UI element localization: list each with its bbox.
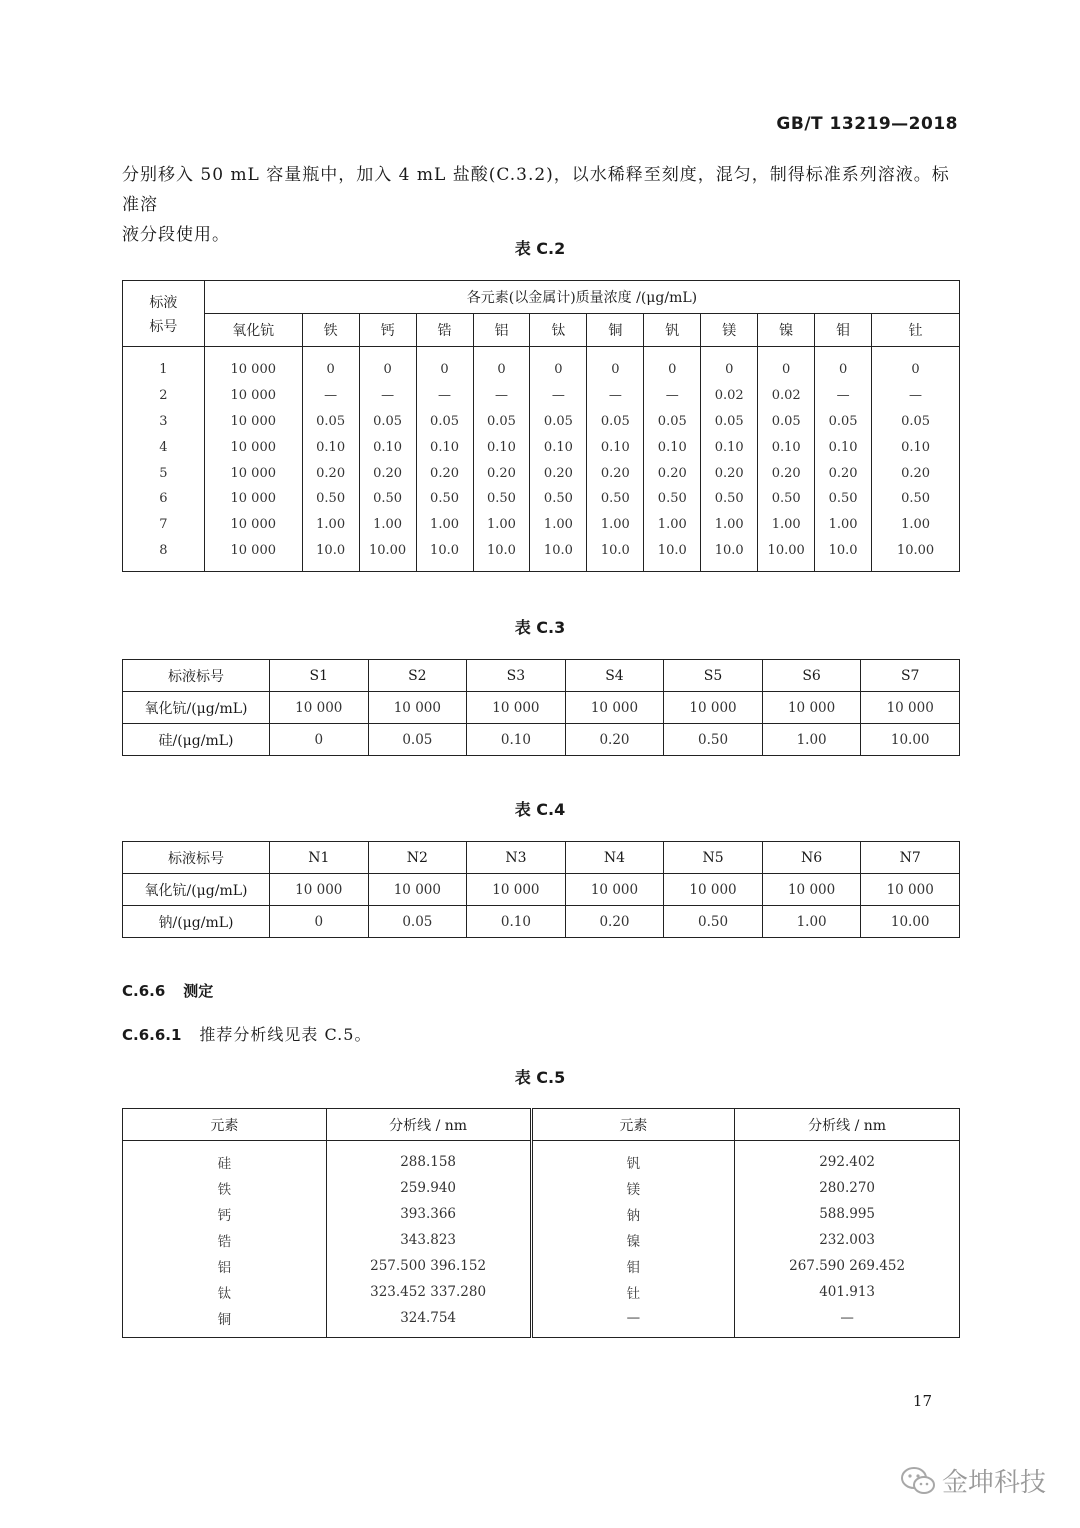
table-row xyxy=(123,486,960,512)
table-row xyxy=(123,347,960,383)
table-cell: 0.20 xyxy=(565,724,664,756)
table-cell: 0.10 xyxy=(416,434,473,460)
table-cell: 10 000 xyxy=(204,347,302,383)
table-row xyxy=(123,512,960,538)
table-row xyxy=(123,724,960,756)
table-cell: — xyxy=(872,383,960,409)
table-cell: 292.402 xyxy=(735,1141,960,1176)
table-cell: 0.05 xyxy=(701,409,758,435)
table-cell: 0.20 xyxy=(644,460,701,486)
intro-line-1: 分别移入 50 mL 容量瓶中，加入 4 mL 盐酸(C.3.2)，以水稀释至刻度，混匀，制得标准系列溶液。标准溶 xyxy=(122,165,950,215)
table-cell: 0 xyxy=(270,724,369,756)
table-cell: 0.05 xyxy=(368,906,467,938)
column-header: 钒 xyxy=(644,314,701,347)
column-header: 钙 xyxy=(359,314,416,347)
table-cell: N7 xyxy=(861,842,960,874)
wechat-icon xyxy=(900,1466,936,1496)
column-header: 镁 xyxy=(701,314,758,347)
table-cell: 1.00 xyxy=(473,512,530,538)
table-row xyxy=(123,1141,960,1176)
table-cell: 锆 xyxy=(123,1227,327,1253)
table-cell: 0.20 xyxy=(565,906,664,938)
table-cell: — xyxy=(644,383,701,409)
table-cell: 0.05 xyxy=(587,409,644,435)
table-row xyxy=(123,1279,960,1305)
table-cell: 10 000 xyxy=(368,874,467,906)
table-cell: 0.10 xyxy=(359,434,416,460)
table-cell: 1.00 xyxy=(416,512,473,538)
table-cell: 0.10 xyxy=(815,434,872,460)
table-cell: 0.05 xyxy=(368,724,467,756)
table-cell: 267.590 269.452 xyxy=(735,1253,960,1279)
table-cell: 0.10 xyxy=(644,434,701,460)
table-cell: 2 xyxy=(123,383,205,409)
table-cell: 10 000 xyxy=(204,538,302,572)
table-cell: 0 xyxy=(644,347,701,383)
table-cell: 1.00 xyxy=(587,512,644,538)
table-c5-caption: 表 C.5 xyxy=(514,1068,566,1087)
table-row xyxy=(123,460,960,486)
table-cell: 0.05 xyxy=(359,409,416,435)
table-cell: 0.50 xyxy=(701,486,758,512)
table-row xyxy=(123,660,960,692)
table-cell: S3 xyxy=(467,660,566,692)
row-label: 氧化钪/(μg/mL) xyxy=(123,692,270,724)
table-c3 xyxy=(122,659,960,756)
row-header-line-2: 标号 xyxy=(149,318,178,335)
table-cell: 323.452 337.280 xyxy=(326,1279,531,1305)
table-cell: 7 xyxy=(123,512,205,538)
table-cell: — xyxy=(530,383,587,409)
table-cell: 1.00 xyxy=(302,512,359,538)
watermark xyxy=(900,1462,1046,1499)
table-cell: 0.20 xyxy=(359,460,416,486)
table-cell: — xyxy=(531,1305,735,1338)
table-cell: 0.50 xyxy=(359,486,416,512)
table-cell: 4 xyxy=(123,434,205,460)
table-row xyxy=(123,906,960,938)
table-cell: 10 000 xyxy=(204,512,302,538)
table-cell: 1.00 xyxy=(872,512,960,538)
table-cell: 10.00 xyxy=(861,906,960,938)
table-cell: 铁 xyxy=(123,1175,327,1201)
table-cell: 10 000 xyxy=(270,692,369,724)
table-cell: 0.02 xyxy=(701,383,758,409)
table-cell: 0.10 xyxy=(872,434,960,460)
table-cell: N2 xyxy=(368,842,467,874)
table-cell: 10.00 xyxy=(872,538,960,572)
table-cell: — xyxy=(815,383,872,409)
table-c2 xyxy=(122,280,960,572)
table-cell: 0.20 xyxy=(530,460,587,486)
table-cell: S5 xyxy=(664,660,763,692)
table-cell: 8 xyxy=(123,538,205,572)
table-cell: 0.05 xyxy=(758,409,815,435)
table-c4-caption: 表 C.4 xyxy=(514,800,566,819)
table-cell: 10 000 xyxy=(204,434,302,460)
table-cell: 10 000 xyxy=(861,692,960,724)
table-cell: 1.00 xyxy=(359,512,416,538)
table-cell: 6 xyxy=(123,486,205,512)
column-header: 铝 xyxy=(473,314,530,347)
table-cell: 1.00 xyxy=(530,512,587,538)
table-c5 xyxy=(122,1108,960,1338)
table-cell: 钙 xyxy=(123,1201,327,1227)
table-cell: 0.02 xyxy=(758,383,815,409)
table-cell: S4 xyxy=(565,660,664,692)
table-c3-caption: 表 C.3 xyxy=(514,618,566,637)
table-cell: — xyxy=(302,383,359,409)
table-cell: 钒 xyxy=(531,1141,735,1176)
table-cell: 401.913 xyxy=(735,1279,960,1305)
table-cell: 10.0 xyxy=(701,538,758,572)
table-row xyxy=(123,383,960,409)
table-row xyxy=(123,1227,960,1253)
row-label: 标液标号 xyxy=(123,660,270,692)
table-cell: 1.00 xyxy=(758,512,815,538)
table-cell: 0.20 xyxy=(701,460,758,486)
table-cell: S6 xyxy=(762,660,861,692)
table-cell: 10 000 xyxy=(762,874,861,906)
table-cell: 0.50 xyxy=(473,486,530,512)
table-cell: 10.0 xyxy=(644,538,701,572)
table-cell: 10.00 xyxy=(359,538,416,572)
table-cell: 0 xyxy=(815,347,872,383)
column-header: 钍 xyxy=(872,314,960,347)
table-cell: 0.50 xyxy=(815,486,872,512)
column-header: 铁 xyxy=(302,314,359,347)
table-row xyxy=(123,1253,960,1279)
section-c661-text: 推荐分析线见表 C.5。 xyxy=(199,1025,372,1044)
row-header-line-1: 标液 xyxy=(149,294,178,311)
table-cell: 0.10 xyxy=(758,434,815,460)
watermark-text: 金坤科技 xyxy=(941,1468,1046,1498)
column-header: 锆 xyxy=(416,314,473,347)
table-cell: 393.366 xyxy=(326,1201,531,1227)
section-c66-heading xyxy=(122,980,213,1001)
table-cell: 1.00 xyxy=(762,724,861,756)
table-cell: 0.05 xyxy=(872,409,960,435)
table-cell: 10 000 xyxy=(368,692,467,724)
table-cell: 0 xyxy=(270,906,369,938)
table-cell: 镁 xyxy=(531,1175,735,1201)
table-cell: 0.50 xyxy=(587,486,644,512)
table-cell: 0.50 xyxy=(872,486,960,512)
table-cell: 10.0 xyxy=(815,538,872,572)
table-cell: — xyxy=(473,383,530,409)
table-cell: 钍 xyxy=(531,1279,735,1305)
section-c661-number: C.6.6.1 xyxy=(122,1026,182,1044)
table-cell: — xyxy=(735,1305,960,1338)
table-row xyxy=(123,1201,960,1227)
table-cell: S2 xyxy=(368,660,467,692)
row-label: 硅/(μg/mL) xyxy=(123,724,270,756)
table-cell: 1.00 xyxy=(644,512,701,538)
table-cell: 10 000 xyxy=(762,692,861,724)
section-c661-heading xyxy=(122,1022,371,1045)
table-cell: 10 000 xyxy=(204,383,302,409)
table-cell: 0.10 xyxy=(587,434,644,460)
table-cell: 0.50 xyxy=(302,486,359,512)
table-cell: 0.10 xyxy=(473,434,530,460)
table-cell: 0.05 xyxy=(815,409,872,435)
table-cell: 10 000 xyxy=(664,874,763,906)
column-header: 元素 xyxy=(123,1109,327,1141)
table-cell: 10.0 xyxy=(530,538,587,572)
table-cell: N5 xyxy=(664,842,763,874)
table-cell: N6 xyxy=(762,842,861,874)
table-cell: — xyxy=(587,383,644,409)
table-cell: 0.50 xyxy=(644,486,701,512)
table-cell: 1 xyxy=(123,347,205,383)
table-cell: 0.10 xyxy=(467,724,566,756)
table-cell: N3 xyxy=(467,842,566,874)
table-cell: 5 xyxy=(123,460,205,486)
table-cell: 1.00 xyxy=(815,512,872,538)
table-cell: 钛 xyxy=(123,1279,327,1305)
section-c66-number: C.6.6 xyxy=(122,982,166,1000)
table-cell: 钼 xyxy=(531,1253,735,1279)
table-row xyxy=(123,434,960,460)
table-cell: 0.05 xyxy=(302,409,359,435)
table-cell: 1.00 xyxy=(701,512,758,538)
table-row xyxy=(123,1175,960,1201)
table-cell: 硅 xyxy=(123,1141,327,1176)
table-cell: 0.20 xyxy=(416,460,473,486)
table-cell: 0.05 xyxy=(530,409,587,435)
table-cell: N1 xyxy=(270,842,369,874)
column-header: 铜 xyxy=(587,314,644,347)
table-cell: N4 xyxy=(565,842,664,874)
group-header: 各元素(以金属计)质量浓度 /(μg/mL) xyxy=(204,281,959,314)
table-cell: 0.20 xyxy=(872,460,960,486)
table-cell: 0.05 xyxy=(416,409,473,435)
table-cell: 324.754 xyxy=(326,1305,531,1338)
table-cell: 257.500 396.152 xyxy=(326,1253,531,1279)
table-cell: 0 xyxy=(872,347,960,383)
table-cell: 10 000 xyxy=(467,874,566,906)
table-cell: 0 xyxy=(530,347,587,383)
table-c4 xyxy=(122,841,960,938)
intro-line-2: 液分段使用。 xyxy=(122,225,230,245)
table-cell: 0.10 xyxy=(530,434,587,460)
table-cell: 10 000 xyxy=(204,409,302,435)
table-cell: 0.20 xyxy=(302,460,359,486)
table-cell: 588.995 xyxy=(735,1201,960,1227)
table-cell: 3 xyxy=(123,409,205,435)
row-label: 钠/(μg/mL) xyxy=(123,906,270,938)
table-cell: 10.0 xyxy=(302,538,359,572)
table-cell: 280.270 xyxy=(735,1175,960,1201)
table-row xyxy=(123,874,960,906)
table-row xyxy=(123,409,960,435)
table-cell: 钠 xyxy=(531,1201,735,1227)
row-label: 氧化钪/(μg/mL) xyxy=(123,874,270,906)
table-cell: 10.00 xyxy=(861,724,960,756)
table-cell: 1.00 xyxy=(762,906,861,938)
column-header: 镍 xyxy=(758,314,815,347)
table-cell: 0.20 xyxy=(587,460,644,486)
column-header: 钼 xyxy=(815,314,872,347)
table-cell: 10 000 xyxy=(204,486,302,512)
page-number: 17 xyxy=(912,1392,932,1410)
table-cell: 0 xyxy=(473,347,530,383)
table-cell: 镍 xyxy=(531,1227,735,1253)
table-cell: 10.0 xyxy=(416,538,473,572)
table-cell: 0 xyxy=(758,347,815,383)
table-cell: 0 xyxy=(587,347,644,383)
table-cell: 0.50 xyxy=(758,486,815,512)
table-cell: 0.50 xyxy=(664,906,763,938)
standard-code: GB/T 13219—2018 xyxy=(776,114,958,134)
table-row xyxy=(123,1305,960,1338)
table-row xyxy=(123,538,960,572)
table-cell: 0.10 xyxy=(467,906,566,938)
table-cell: 232.003 xyxy=(735,1227,960,1253)
table-cell: S1 xyxy=(270,660,369,692)
table-cell: 288.158 xyxy=(326,1141,531,1176)
table-cell: 铝 xyxy=(123,1253,327,1279)
table-cell: 0.20 xyxy=(758,460,815,486)
table-cell: 0.50 xyxy=(530,486,587,512)
column-header: 元素 xyxy=(531,1109,735,1141)
table-cell: 0 xyxy=(701,347,758,383)
table-cell: 0 xyxy=(302,347,359,383)
table-cell: 0.50 xyxy=(664,724,763,756)
table-c2-caption: 表 C.2 xyxy=(514,239,566,258)
column-header: 氧化钪 xyxy=(204,314,302,347)
table-cell: 10 000 xyxy=(861,874,960,906)
table-cell: 10 000 xyxy=(565,692,664,724)
table-cell: 铜 xyxy=(123,1305,327,1338)
table-cell: 0 xyxy=(359,347,416,383)
column-header: 分析线 / nm xyxy=(326,1109,531,1141)
row-label: 标液标号 xyxy=(123,842,270,874)
table-cell: 10 000 xyxy=(204,460,302,486)
table-cell: 0.05 xyxy=(473,409,530,435)
table-cell: 10 000 xyxy=(565,874,664,906)
table-cell: 10.0 xyxy=(473,538,530,572)
table-cell: 0.20 xyxy=(815,460,872,486)
section-c66-title: 测定 xyxy=(183,982,214,1000)
table-cell: 259.940 xyxy=(326,1175,531,1201)
table-cell: 10 000 xyxy=(664,692,763,724)
table-cell: 0.10 xyxy=(701,434,758,460)
table-cell: 10 000 xyxy=(467,692,566,724)
table-cell: 0.05 xyxy=(644,409,701,435)
table-cell: — xyxy=(416,383,473,409)
table-cell: 0.10 xyxy=(302,434,359,460)
table-cell: 343.823 xyxy=(326,1227,531,1253)
table-cell: 10 000 xyxy=(270,874,369,906)
column-header: 钛 xyxy=(530,314,587,347)
table-cell: S7 xyxy=(861,660,960,692)
column-header: 分析线 / nm xyxy=(735,1109,960,1141)
table-cell: 10.00 xyxy=(758,538,815,572)
table-cell: 0.50 xyxy=(416,486,473,512)
row-header-cell xyxy=(123,281,205,347)
table-cell: 0 xyxy=(416,347,473,383)
table-cell: 0.20 xyxy=(473,460,530,486)
table-row xyxy=(123,692,960,724)
table-cell: — xyxy=(359,383,416,409)
table-cell: 10.0 xyxy=(587,538,644,572)
table-row xyxy=(123,842,960,874)
